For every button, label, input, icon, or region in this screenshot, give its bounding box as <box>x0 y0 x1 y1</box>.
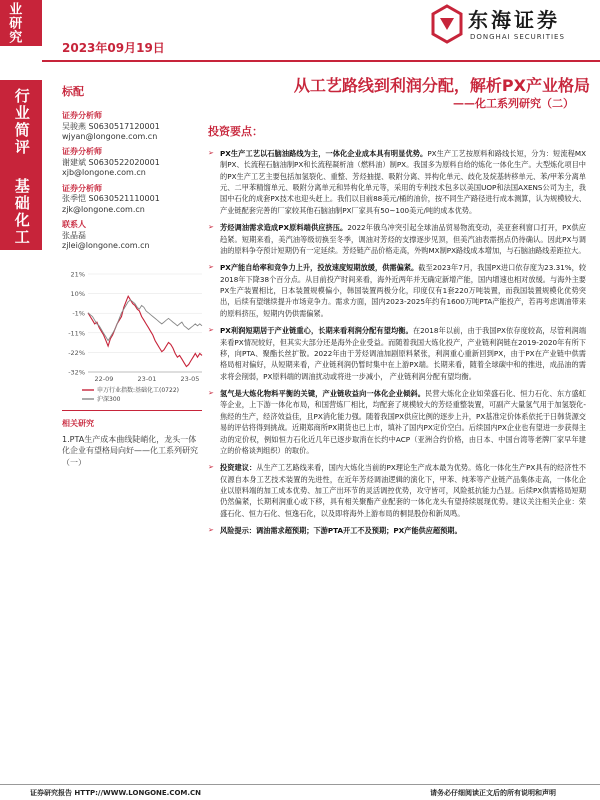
corner-label: 业研究 <box>6 2 22 44</box>
sector-label: 基础化工 <box>12 178 31 246</box>
brand-name-en: DONGHAI SECURITIES <box>470 33 565 41</box>
y-tick-label: 21% <box>70 270 85 279</box>
y-tick-label: -22% <box>68 348 85 357</box>
key-point <box>208 222 586 256</box>
series-line-hs300 <box>88 300 202 341</box>
corner-label-band <box>0 0 42 46</box>
key-point-lead: 氢气是大炼化物料平衡的关键，产业链收益向一体化企业倾斜。 <box>220 389 426 399</box>
risk-warning <box>208 525 586 536</box>
y-tick-label: 10% <box>70 290 85 299</box>
bullet-icon: ➢ <box>208 463 214 472</box>
y-tick-label: -1% <box>72 309 85 318</box>
related-item[interactable]: 1.PTA生产成本曲线陡峭化，龙头一体化企业有望格局向好——化工系列研究（一） <box>62 434 198 467</box>
bullet-icon: ➢ <box>208 223 214 232</box>
header-divider <box>42 60 600 62</box>
bullet-icon: ➢ <box>208 326 214 335</box>
brand-name-cn: 东海证券 <box>468 8 560 32</box>
brand-mark-icon <box>430 4 464 44</box>
legend-label: 沪深300 <box>97 396 121 403</box>
analyst-item <box>62 183 200 215</box>
analyst-email[interactable]: xjb@longone.com.cn <box>62 168 146 178</box>
bullet-icon: ➢ <box>208 148 214 157</box>
key-point <box>208 148 586 216</box>
y-tick-label: -32% <box>68 368 85 377</box>
contact-email[interactable]: zjlei@longone.com.cn <box>62 241 150 251</box>
analyst-email[interactable]: zjk@longone.com.cn <box>62 204 145 214</box>
key-point <box>208 388 586 456</box>
analyst-name: 谢建斌 S0630522020001 <box>62 157 160 167</box>
analyst-list <box>62 110 200 256</box>
legend-label: 申万行业指数:基础化工(0722) <box>97 387 179 394</box>
key-point-lead: PX生产工艺以石脑油路线为主，一体化企业成本具有明显优势。 <box>220 148 428 158</box>
key-point-lead: 芳烃调油需求造成PX原料端供应挤压。 <box>220 223 348 233</box>
analyst-item <box>62 146 200 178</box>
rating-label: 标配 <box>62 85 84 98</box>
brand-logo <box>430 4 600 48</box>
footer-divider <box>0 784 600 785</box>
key-point-body: PX生产工艺按原料和路线长短，分为：短流程MX制PX、长流程石脑油制PX和长流程凝析油（燃料油）制PX。我国多为原料自给的炼化一体化生产。大型炼化项目中的PX生产工艺主要包括加氢裂化、重整、芳烃抽提、吸附分离、异构化单元、歧化及烷基转移单元、苯/甲苯分离单元、二甲苯精馏单元、吸附分离单元和异构化单元等，采用的专利技术包多以美国UOP和法国AXENS公司为主，我国中石化的成套PX技术也迎头赶上。我们以目前88美元/桶的油价，按不同生产路径进行成本测算，认为规模较大、产业链配套完善的厂家较其他石脑油制PX厂家具有50~100美元/吨的成本优势。 <box>220 148 586 215</box>
key-point-lead: 风险提示： <box>220 526 256 536</box>
report-title: 从工艺路线到利润分配，解析PX产业格局 <box>293 76 590 95</box>
chart-divider <box>62 410 202 411</box>
analyst-item <box>62 110 200 142</box>
key-point-body: 民营大炼化企业如荣盛石化、恒力石化、东方盛虹等企业，上下游一体化布局，和国营炼厂相比，均配套了规模较大的芳烃重整装置，可副产大量氢气用于加氢裂化-焦经的生产，经济效益佳，且PX消化能力强。随着我国PX供应比例的逐步上升，PX基准定价体系依托于日韩货源交易的评估将得到挑战。近期郑商所PX期货也已上市，填补了国内PX定价空白。后续国内PX企业也有望进一步获得主动的定价权，例如恒力石化近几年已逐步取消在长约中ACP（亚洲合约价格，由日本、中国台湾等老牌厂家早年建立的价格谈判组织）的取价。 <box>220 389 586 455</box>
analyst-role: 证券分析师 <box>62 111 102 120</box>
bullet-icon: ➢ <box>208 526 214 535</box>
analyst-item <box>62 219 200 251</box>
key-point <box>208 262 586 319</box>
bullet-icon: ➢ <box>208 263 214 272</box>
bullet-icon: ➢ <box>208 389 214 398</box>
category-label: 行业简评 <box>12 88 31 156</box>
analyst-role: 证券分析师 <box>62 147 102 157</box>
footer-website[interactable]: 证券研究报告 HTTP://WWW.LONGONE.COM.CN <box>30 789 202 797</box>
key-point-lead: PX产能自给率和竞争力上升，投放速度短期放缓，供需偏紧。 <box>220 263 419 273</box>
analyst-role: 证券分析师 <box>62 183 102 193</box>
footer-disclaimer: 请务必仔细阅读正文后的所有说明和声明 <box>430 789 556 797</box>
key-point <box>208 325 586 382</box>
analyst-name: 吴骏燕 S0630517120001 <box>62 121 160 131</box>
related-heading: 相关研究 <box>62 419 94 428</box>
report-subtitle: ——化工系列研究（二） <box>453 97 574 110</box>
analyst-email[interactable]: wjyan@longone.com.cn <box>62 131 158 141</box>
x-tick-label: 22-09 <box>94 375 114 383</box>
x-tick-label: 23-05 <box>180 375 200 383</box>
key-point-body: 2022年俄乌冲突引起全球油品贸易物流变动，美亚套利窗口打开，PX供应趋紧。短期来看，美汽油等级切换至冬季，调油对芳烃的支撑逐步见顶，但美汽油表需拐点仍待确认。因此PX与调油的原料争夺预计短期仍有一定延续。芳烃链产品价格走高，外购MX制PX路线成本增加，与石脑油路线差距拉大。 <box>220 223 586 255</box>
investment-advice <box>208 462 586 519</box>
related-research <box>62 418 202 468</box>
report-date: 2023年09月19日 <box>62 41 165 55</box>
y-tick-label: -11% <box>68 329 85 338</box>
contact-role: 联系人 <box>62 220 86 230</box>
key-point-body: 调油需求超预期；下游PTA开工不及预期；PX产能供应超预期。 <box>255 526 462 536</box>
contact-name: 张晶磊 <box>62 230 86 240</box>
category-band <box>0 80 42 250</box>
key-points-heading: 投资要点： <box>208 125 263 138</box>
key-point-lead: PX利润短期居于产业链重心，长期来看利润分配有望均衡。 <box>220 326 413 336</box>
key-point-body: 在2018年以前，由于我国PX依存度较高，尽管利润端来看PX情况较好，但其实大部分还是海外企业受益。而随着我国大炼化投产，产业链利润链在2019-2020年有所下移，向PTA、聚酯长丝扩散。2022年由于芳烃调油加剧原料紧张，利润重心重新回到PX，由于PX在产业链中供需格局相对偏好，从短期来看，产业链利润仍暂时集中在上游PX端。长期来看，随着全球碳中和的推进，成品油的需求将会削弱，PX原料端的调油扰动或将进一步减小， 产业链利润分配有望均衡。 <box>220 326 587 381</box>
key-point-lead: 投资建议： <box>220 463 257 473</box>
main-content <box>208 124 586 543</box>
x-tick-label: 23-01 <box>137 375 157 383</box>
performance-chart <box>58 268 206 408</box>
series-line-sector-index <box>88 296 202 366</box>
key-point-body: 从生产工艺路线来看，国内大炼化当前的PX理论生产成本最为优势。炼化一体化生产PX具有的经济性不仅源自本身工艺技术装置的先进性，在近年芳烃调油逻辑的演化下，甲苯、纯苯等产业链产品集体走高，一体化企业以原料端的加工成本优势、加工产出环节的灵活调控优势，攻守皆可，风险抵抗能力凸显。后续PX供需格局短期仍然偏紧，长期利润重心或下移，具有相关聚酯产业配套的一体化龙头有望持续展现优势。建议关注相关企业：荣盛石化、恒力石化、恒逸石化，以及即将海外上游布局的桐昆股份和新凤鸣。 <box>220 463 586 518</box>
key-point-body: 截至2023年7月，我国PX进口依存度为23.31%，较2018年下降38个百分点。从目前投产时间来看，海外近两年并无确定新增产能，国内增速也相对放缓。与海外主要PX生产装置相比，日本装置规模偏小，韩国装置两极分化，印度仅有1套220万吨装置，而我国装置规模化优势突出，后续有望继续提升市场竞争力。需求方面，国内2023-2025年约有1600万吨PTA产能投产，若再考虑调油带来的原料挤压，短期内仍供需偏紧。 <box>220 263 587 318</box>
analyst-name: 张季恺 S0630521110001 <box>62 194 160 204</box>
